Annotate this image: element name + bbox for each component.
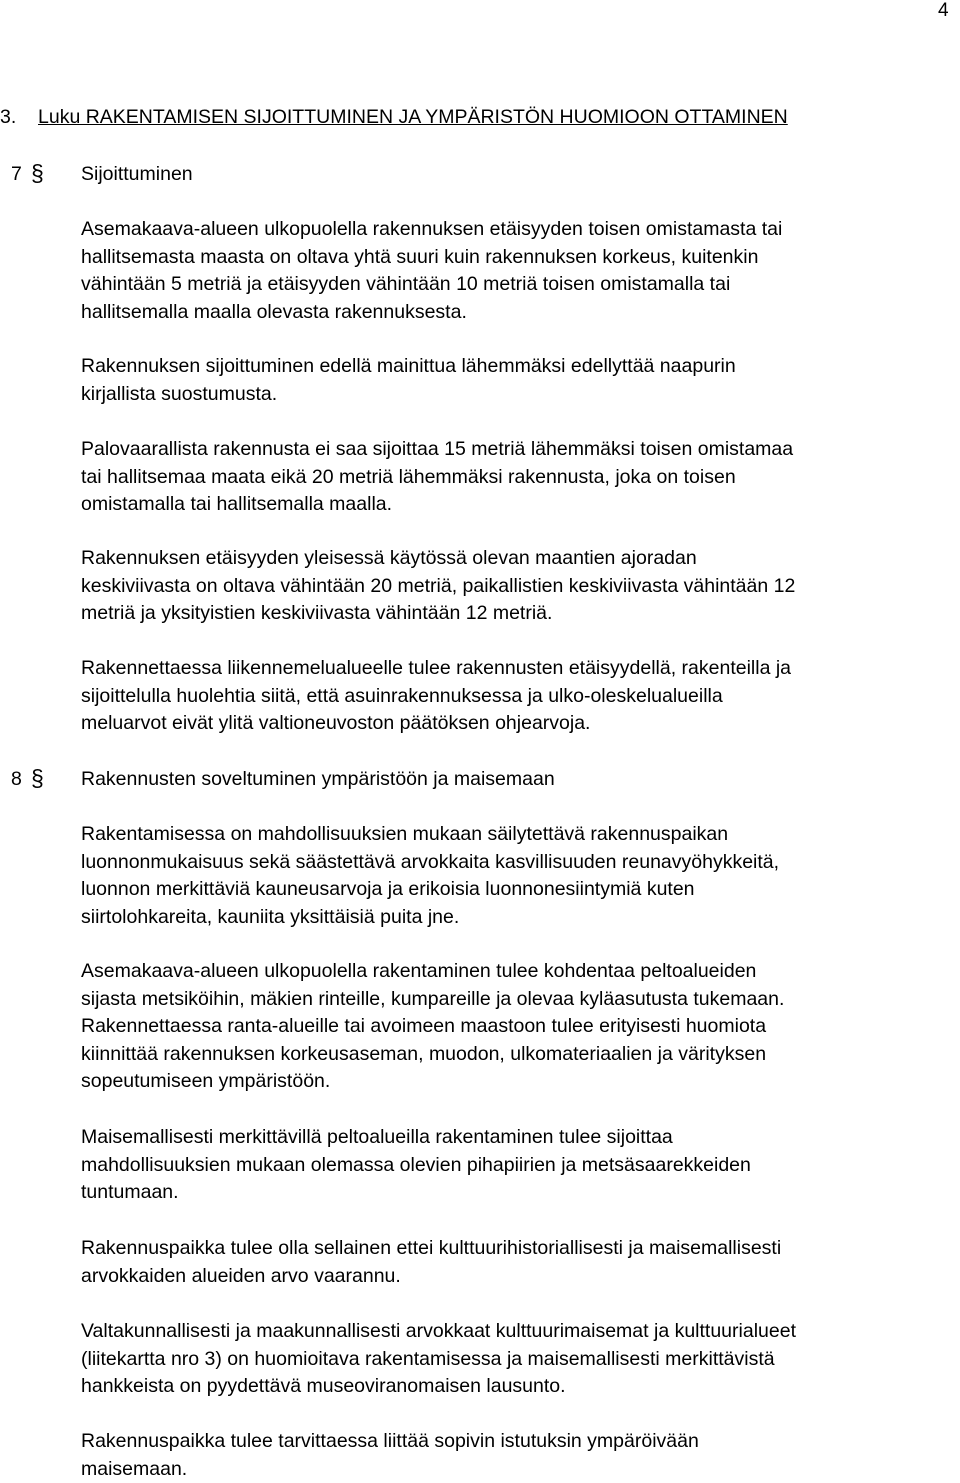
- text-line: tuntumaan.: [81, 1179, 956, 1207]
- text-line: sopeutumiseen ympäristöön.: [81, 1068, 956, 1096]
- text-line: Maisemallisesti merkittävillä peltoalueilla rakentaminen tulee sijoittaa: [81, 1124, 956, 1152]
- paragraph: [81, 655, 956, 738]
- text-line: tai hallitsemaa maata eikä 20 metriä lähemmäksi rakennusta, joka on toisen: [81, 464, 956, 492]
- text-line: Rakennettaessa ranta-alueille tai avoimeen maastoon tulee erityisesti huomiota: [81, 1013, 956, 1041]
- paragraph: [81, 353, 956, 408]
- text-line: omistamalla tai hallitsemalla maalla.: [81, 491, 956, 519]
- chapter-title: Luku RAKENTAMISEN SIJOITTUMINEN JA YMPÄRISTÖN HUOMIOON OTTAMINEN: [38, 104, 788, 130]
- section-symbol: §: [31, 765, 44, 791]
- text-line: vähintään 5 metriä ja etäisyyden vähintään 10 metriä toisen omistamalla tai: [81, 271, 956, 299]
- text-line: Asemakaava-alueen ulkopuolella rakentaminen tulee kohdentaa peltoalueiden: [81, 958, 956, 986]
- section-number: 8: [11, 766, 22, 792]
- paragraph: [81, 1124, 956, 1207]
- text-line: metriä ja yksityistien keskiviivasta vähintään 12 metriä.: [81, 600, 956, 628]
- section-title: Rakennusten soveltuminen ympäristöön ja maisemaan: [81, 766, 555, 792]
- section-title: Sijoittuminen: [81, 161, 193, 187]
- text-line: sijasta metsiköihin, mäkien rinteille, kumpareille ja olevaa kyläasutusta tukemaan.: [81, 986, 956, 1014]
- text-line: kiinnittää rakennuksen korkeusaseman, muodon, ulkomateriaalien ja värityksen: [81, 1041, 956, 1069]
- text-line: kirjallista suostumusta.: [81, 381, 956, 409]
- section-symbol: §: [31, 160, 44, 186]
- paragraph: [81, 216, 956, 326]
- text-line: luonnonmukaisuus sekä säästettävä arvokkaita kasvillisuuden reunavyöhykkeitä,: [81, 849, 956, 877]
- text-line: Rakennuksen sijoittuminen edellä mainittua lähemmäksi edellyttää naapurin: [81, 353, 956, 381]
- text-line: mahdollisuuksien mukaan olemassa olevien pihapiirien ja metsäsaarekkeiden: [81, 1152, 956, 1180]
- text-line: hankkeista on pyydettävä museoviranomaisen lausunto.: [81, 1373, 956, 1401]
- paragraph: [81, 1428, 956, 1483]
- text-line: hallitsemalla maalla olevasta rakennuksesta.: [81, 299, 956, 327]
- text-line: siirtolohkareita, kauniita yksittäisiä puita jne.: [81, 904, 956, 932]
- text-line: Rakentamisessa on mahdollisuuksien mukaan säilytettävä rakennuspaikan: [81, 821, 956, 849]
- paragraph: [81, 958, 956, 1096]
- text-line: meluarvot eivät ylitä valtioneuvoston päätöksen ohjearvoja.: [81, 710, 956, 738]
- text-line: Palovaarallista rakennusta ei saa sijoittaa 15 metriä lähemmäksi toisen omistamaa: [81, 436, 956, 464]
- section-number: 7: [11, 161, 22, 187]
- text-line: keskiviivasta on oltava vähintään 20 metriä, paikallistien keskiviivasta vähintään 12: [81, 573, 956, 601]
- page-number: 4: [938, 0, 949, 22]
- text-line: Valtakunnallisesti ja maakunnallisesti arvokkaat kulttuurimaisemat ja kulttuurialueet: [81, 1318, 956, 1346]
- text-line: maisemaan.: [81, 1456, 956, 1483]
- paragraph: [81, 1235, 956, 1290]
- paragraph: [81, 821, 956, 931]
- text-line: Rakennuspaikka tulee tarvittaessa liittää sopivin istutuksin ympäröivään: [81, 1428, 956, 1456]
- text-line: Rakennettaessa liikennemelualueelle tulee rakennusten etäisyydellä, rakenteilla ja: [81, 655, 956, 683]
- text-line: Asemakaava-alueen ulkopuolella rakennuksen etäisyyden toisen omistamasta tai: [81, 216, 956, 244]
- chapter-number: 3.: [0, 104, 16, 130]
- paragraph: [81, 1318, 956, 1401]
- text-line: Rakennuspaikka tulee olla sellainen ettei kulttuurihistoriallisesti ja maisemallisesti: [81, 1235, 956, 1263]
- text-line: luonnon merkittäviä kauneusarvoja ja erikoisia luonnonesiintymiä kuten: [81, 876, 956, 904]
- text-line: Rakennuksen etäisyyden yleisessä käytössä olevan maantien ajoradan: [81, 545, 956, 573]
- paragraph: [81, 545, 956, 628]
- text-line: arvokkaiden alueiden arvo vaarannu.: [81, 1263, 956, 1291]
- text-line: sijoittelulla huolehtia siitä, että asuinrakennuksessa ja ulko-oleskelualueilla: [81, 683, 956, 711]
- text-line: (liitekartta nro 3) on huomioitava rakentamisessa ja maisemallisesti merkittävistä: [81, 1346, 956, 1374]
- paragraph: [81, 436, 956, 519]
- text-line: hallitsemasta maasta on oltava yhtä suuri kuin rakennuksen korkeus, kuitenkin: [81, 244, 956, 272]
